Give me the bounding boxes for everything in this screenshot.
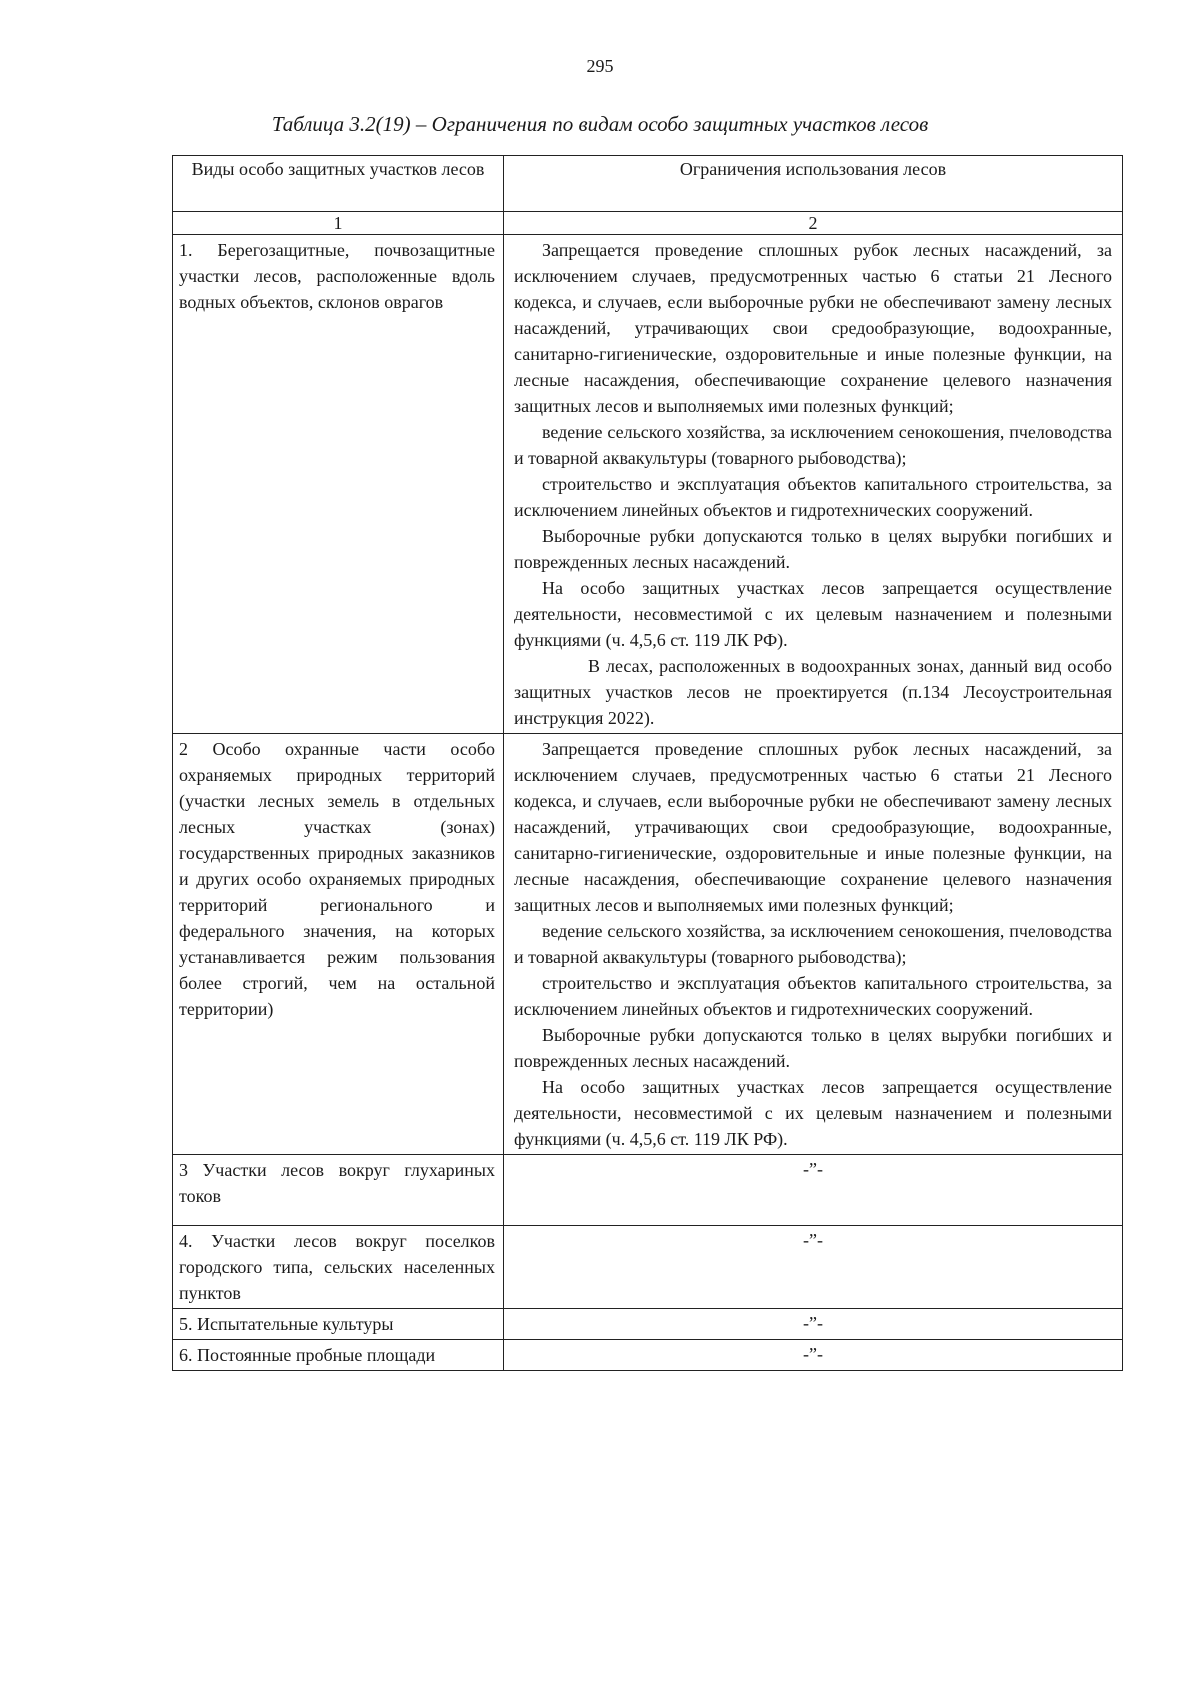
restriction-cell — [504, 235, 1123, 734]
plot-type-cell: 3 Участки лесов вокруг глухариных токов — [173, 1155, 504, 1226]
restriction-paragraph: В лесах, расположенных в водоохранных зонах, данный вид особо защитных участков лесов не проектируется (п.134 Лесоустроительная инструкция 2022). — [514, 656, 1112, 728]
table-row — [173, 1155, 1123, 1226]
restriction-paragraph: Запрещается проведение сплошных рубок лесных насаждений, за исключением случаев, предусмотренных частью 6 статьи 21 Лесного кодекса, и случаев, если выборочные рубки не обеспечивают замену лесных насаждений, утрачивающих свои средообразующие, водоохранные, санитарно-гигиенические, оздоровительные и иные полезные функции, на лесные насаждения, обеспечивающие сохранение целевого назначения защитных лесов и выполняемых ими полезных функций; — [514, 240, 1112, 416]
column-number-1: 1 — [173, 212, 504, 235]
plot-type-cell: 6. Постоянные пробные площади — [173, 1340, 504, 1371]
restriction-paragraph: строительство и эксплуатация объектов капитального строительства, за исключением линейных объектов и гидротехнических сооружений. — [514, 973, 1112, 1019]
restriction-paragraph: На особо защитных участках лесов запрещается осуществление деятельности, несовместимой с их целевым назначением и полезными функциями (ч. 4,5,6 ст. 119 ЛК РФ). — [514, 578, 1112, 650]
header-forest-plot-types: Виды особо защитных участков лесов — [173, 156, 504, 212]
table-row — [173, 1226, 1123, 1309]
table-caption: Таблица 3.2(19) – Ограничения по видам особо защитных участков лесов — [271, 112, 929, 136]
restriction-paragraph: Запрещается проведение сплошных рубок лесных насаждений, за исключением случаев, предусмотренных частью 6 статьи 21 Лесного кодекса, и случаев, если выборочные рубки не обеспечивают замену лесных насаждений, утрачивающих свои средообразующие, водоохранные, санитарно-гигиенические, оздоровительные и иные полезные функции, на лесные насаждения, обеспечивающие сохранение целевого назначения защитных лесов и выполняемых ими полезных функций; — [514, 739, 1112, 915]
table-row — [173, 235, 1123, 734]
same-as-above-cell: -”- — [504, 1309, 1123, 1340]
restriction-cell — [504, 734, 1123, 1155]
same-as-above-cell: -”- — [504, 1226, 1123, 1309]
column-number-2: 2 — [504, 212, 1123, 235]
restriction-paragraph: ведение сельского хозяйства, за исключением сенокошения, пчеловодства и товарной аквакультуры (товарного рыбоводства); — [514, 422, 1112, 468]
table-header-row — [173, 156, 1123, 212]
plot-type-cell: 4. Участки лесов вокруг поселков городского типа, сельских населенных пунктов — [173, 1226, 504, 1309]
restriction-paragraph: Выборочные рубки допускаются только в целях вырубки погибших и поврежденных лесных насаждений. — [514, 526, 1112, 572]
column-number-row — [173, 212, 1123, 235]
same-as-above-cell: -”- — [504, 1155, 1123, 1226]
table-row — [173, 1309, 1123, 1340]
restriction-paragraph: На особо защитных участках лесов запрещается осуществление деятельности, несовместимой с их целевым назначением и полезными функциями (ч. 4,5,6 ст. 119 ЛК РФ). — [514, 1077, 1112, 1149]
restriction-paragraph: Выборочные рубки допускаются только в целях вырубки погибших и поврежденных лесных насаждений. — [514, 1025, 1112, 1071]
same-as-above-cell: -”- — [504, 1340, 1123, 1371]
table-row — [173, 734, 1123, 1155]
plot-type-cell: 2 Особо охранные части особо охраняемых природных территорий (участки лесных земель в отдельных лесных участках (зонах) государственных природных заказников и других особо охраняемых природных территорий регионального и федерального значения, на которых устанавливается режим пользования более строгий, чем на остальной территории) — [173, 734, 504, 1155]
header-use-restrictions: Ограничения использования лесов — [504, 156, 1123, 212]
table-row — [173, 1340, 1123, 1371]
plot-type-cell: 1. Берегозащитные, почвозащитные участки лесов, расположенные вдоль водных объектов, склонов оврагов — [173, 235, 504, 734]
restriction-paragraph: ведение сельского хозяйства, за исключением сенокошения, пчеловодства и товарной аквакультуры (товарного рыбоводства); — [514, 921, 1112, 967]
restrictions-table — [172, 155, 1123, 1371]
restriction-paragraph: строительство и эксплуатация объектов капитального строительства, за исключением линейных объектов и гидротехнических сооружений. — [514, 474, 1112, 520]
plot-type-cell: 5. Испытательные культуры — [173, 1309, 504, 1340]
page-number: 295 — [586, 56, 614, 76]
